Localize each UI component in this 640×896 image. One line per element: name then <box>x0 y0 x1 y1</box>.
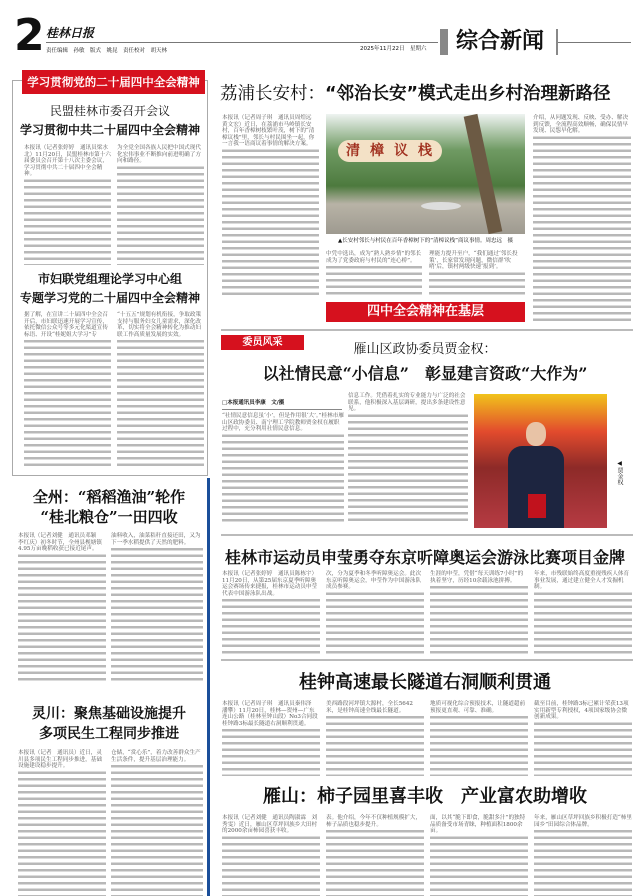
divider <box>221 659 633 661</box>
article-body: 本报讯（记者周子琪 通讯员周煌远 黄文宏）近日，在荔浦市马岭镇长安村，百年香樟树枝繁叶茂，树下的“清樟议栈”里，邻长与村民围坐一起，你一言我一语商议着事情的解决方案。 <box>222 115 319 297</box>
portrait-photo <box>474 394 607 528</box>
header-rule-right <box>558 42 631 43</box>
persimmon-headline <box>210 786 640 808</box>
divider <box>221 534 633 536</box>
article-title: 全州：“稻稻渔油”轮作 <box>32 488 186 506</box>
byline-rule <box>222 409 342 410</box>
article-body: 次，分为夏季和冬季听障奥运会。此次东京听障奥运会，申莹作为中国游泳队成员参赛。 <box>326 571 424 656</box>
headline-main: “邻治长安”模式走出乡村治理新路径 <box>325 84 611 104</box>
article-title: 民盟桂林市委召开会议 <box>49 104 170 118</box>
paper-logo: 桂林日报 <box>46 26 95 40</box>
article-body: 为全党全国各族人民把中国式现代化宏伟事业不断推向前进明确了方向和路径。 <box>117 145 204 265</box>
divider <box>221 329 633 331</box>
article-body: 年来，雁山区草坪回族乡积极打造“柿里园乡”田园综合体品牌。 <box>534 815 632 896</box>
article-body: “社情民意信息虽‘小’，但是作用很‘大’。”桂林市雁山区政协委员、南宁理工学院教师贾金权在履职过程中，充分利用社情民意信息。 <box>222 413 344 525</box>
section-title: 综合新闻 <box>456 28 545 54</box>
header-rule <box>46 42 438 43</box>
article-title: “桂北粮仓”一田四收 <box>40 508 178 526</box>
photo-caption: ▲长安村邻长与村民在百年香樟树下的“清樟议栈”商议事情。周忠远 摄 <box>338 238 513 244</box>
article-title: 学习贯彻中共二十届四中全会精神 <box>19 123 200 137</box>
issue-date: 2025年11月22日 星期六 <box>360 46 427 52</box>
article-body: 表。他介绍，今年不仅种植规模扩大，柿子品质也稳步提升。 <box>326 815 424 896</box>
article-body: 生涯的申莹，凭借“每天训练7小时”的执着坚守，历经10余载泳池拼搏。 <box>430 571 528 656</box>
article-body: 本报讯（记者 通讯员）近日，灵川县多项民生工程同步推进，基础设施建设稳步提升。 <box>18 750 106 896</box>
article-body: 仓储，“赏心乐”，着力改善群众生产生活条件，提升基层治理能力。 <box>111 750 203 896</box>
article-title: 多项民生工程同步推进 <box>39 726 179 742</box>
article-body: 信息工作。凭借着扎实的专业能力与广泛的社会联系，他积极深入基层调研，提出多条建设性意见。 <box>348 393 468 525</box>
credits: 责任编辑 孙敏 版式 姚昆 责任校对 胡天林 <box>46 48 168 54</box>
portrait-caption: ◀贾金权 <box>616 460 623 485</box>
main-headline <box>220 82 632 106</box>
article-body: 年来，市残联始终高度重视残疾人体育事业发展，通过建立健全人才发掘机制。 <box>534 571 632 656</box>
stone-table <box>421 202 461 210</box>
article-body: 中凭中选出，成为“熟人熟乡情”的邻长成为了党委政府与村民的“连心桥”。 <box>326 251 422 297</box>
article-body: 截至目前，桂钟路3标已累计荣获13项实用新型专利授权，4项国家级协会微创新成果。 <box>534 701 632 776</box>
article-body: 本报讯（记者刘健 通讯员陶淑霖 刘秀雯）近日，雁山区草坪回族乡大田村的2000余亩柿园喜获丰收。 <box>222 815 320 896</box>
person-head <box>526 422 546 446</box>
headline-prefix: 荔浦长安村： <box>220 84 325 104</box>
article-title: 专题学习党的二十届四中全会精神 <box>19 291 200 305</box>
article-body: 美西路段河坪镇大源村，全长5642米，是桂钟高速全线最长隧道。 <box>326 701 424 776</box>
article-title: 灵川：聚焦基础设施提升 <box>32 706 186 722</box>
grassroots-banner: 四中全会精神在基层 <box>326 302 525 322</box>
article-body: 本报讯（记者刘健 通讯员邓颖 李红庆）初冬时节，全州县枧塘镇4.95万亩晚稻收获已接近尾声。 <box>18 533 106 683</box>
article-body: 本报讯（记者张婷婷 通讯员陈栋宇）11月20日，从第25届东京夏季听障奥运会赛场传来捷报，桂林市运动员申莹代表中国游泳队出战。 <box>222 571 320 656</box>
committee-tag: 委员风采 <box>221 335 304 350</box>
article-body: “十五五”规划有机衔接，争取政策支持与服务妇女儿童需求，深化改革，切实将全会精神转化为推动妇联工作高质量发展的实效。 <box>117 312 204 468</box>
article-body: 介绍，从问题发现、反映、受办、解决到反馈，全流程高效顺畅，确保民情早发现、民怨早化解。 <box>533 115 631 322</box>
tree-trunk <box>464 114 503 234</box>
sign-text: 清樟议栈 <box>338 140 442 162</box>
article-body: 本报讯（记者周子琪 通讯员秦伟泽 潘攀）11月20日，桂林—贺州—广东连山公路（桂林至钟山段）No3合同段桂钟路3标最长隧道右洞顺利贯通。 <box>222 701 320 776</box>
committee-headline: 以社情民意“小信息” 彰显建言资政“大作为” <box>262 364 588 383</box>
committee-subtitle: 雁山区政协委员贾金权： <box>353 342 497 357</box>
sign-board <box>338 140 458 170</box>
article-title: 市妇联党组理论学习中心组 <box>37 272 182 286</box>
section-marker <box>440 29 448 55</box>
village-photo <box>326 114 525 234</box>
persimmon-headline-text: 雁山：柿子园里喜丰收 产业富农助增收 <box>263 786 587 807</box>
article-body: 本报讯（记者张婷婷 通讯员梁水北）11月20日，民盟桂林市第十六届委员会召开第十八次主委会议，学习贯彻中共二十届四中全会精神。 <box>24 145 111 265</box>
article-body: 地质可视化综合预报技术，让隧道超前预报更直观、可靠、准确。 <box>430 701 528 776</box>
article-body: 油料收入，油菜秸秆直接还田，又为下一季水稻提供了天然的肥料。 <box>111 533 203 683</box>
page-number: 2 <box>14 10 45 61</box>
study-banner: 学习贯彻党的二十届四中全会精神 <box>22 70 205 94</box>
sports-headline: 桂林市运动员申莹勇夺东京听障奥运会游泳比赛项目金牌 <box>224 548 625 567</box>
article-body: 理能力提升至户，“我们通过‘邻长投策’，长家常发现问题，微信群‘吹哨’后，镇村两级快速‘报到’。 <box>429 251 525 297</box>
byline: □本报通讯员李康 文/摄 <box>222 400 285 406</box>
tunnel-headline: 桂钟高速最长隧道右洞顺利贯通 <box>299 672 551 693</box>
article-body: 面，以其“脆下即食，脆甜多汁”的独特品质备受市场青睐，种植面积1800余亩。 <box>430 815 528 896</box>
certificate <box>528 494 546 518</box>
article-body: 据了解，在宣讲二十届四中全会召开后，市妇联迅速开展学习宣传，依托微信公众号等多元化渠道宣传标语、开设“桂妮姐大学习”专 <box>24 312 111 468</box>
